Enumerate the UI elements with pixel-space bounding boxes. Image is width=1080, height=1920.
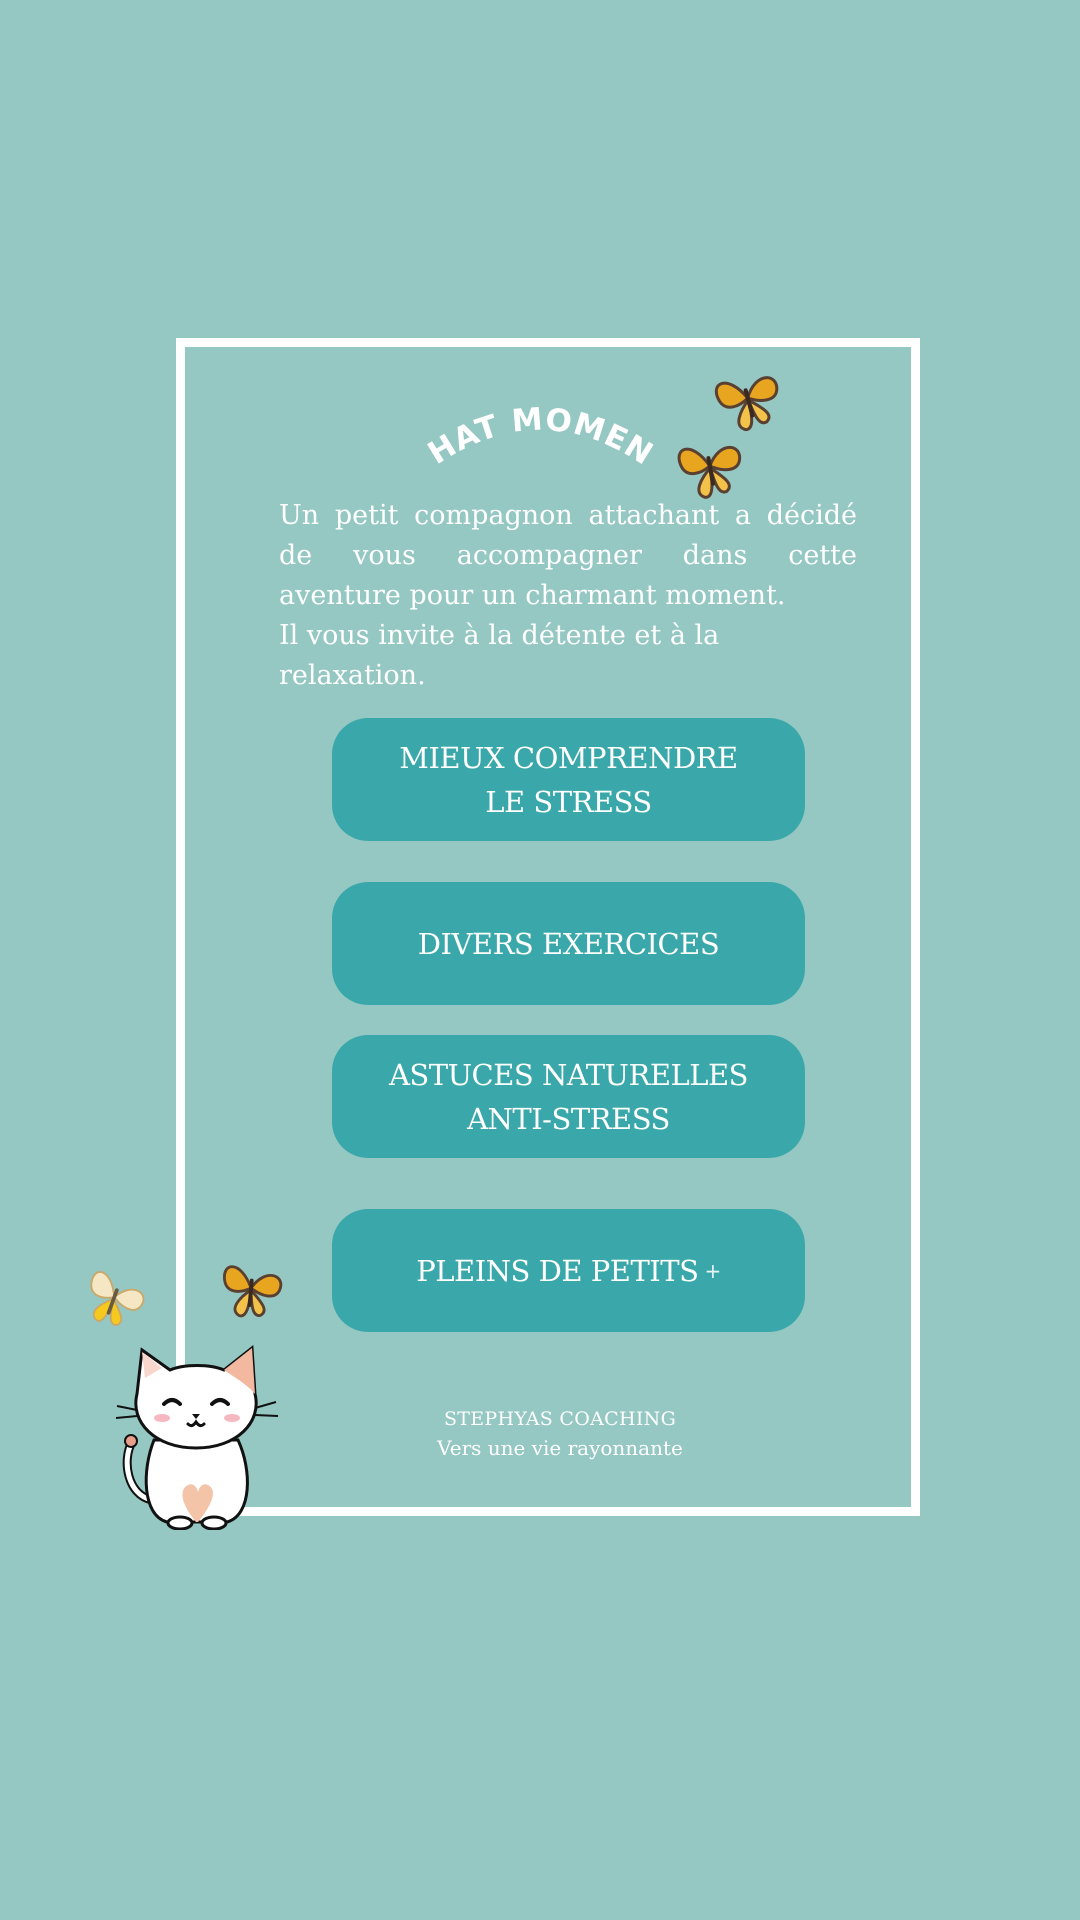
footer-brand: STEPHYAS COACHING xyxy=(443,1408,677,1430)
plus-sign: + xyxy=(704,1258,721,1283)
footer-tagline: Vers une vie rayonnante xyxy=(437,1436,683,1460)
menu-button-label: PLEINS DE PETITS xyxy=(416,1253,699,1288)
intro-text xyxy=(279,496,857,696)
menu-button-label: DIVERS EXERCICES xyxy=(417,926,720,961)
intro-paragraph: Il vous invite à la détente et à la relaxation. xyxy=(279,620,720,691)
cat-illustration xyxy=(112,1330,282,1530)
menu-button-label: MIEUX COMPRENDRE LE STRESS xyxy=(399,740,738,819)
menu-button-plus[interactable] xyxy=(332,1209,805,1332)
title-text: CHAT MOMENT xyxy=(368,332,660,473)
butterfly-icon xyxy=(76,1262,152,1334)
menu-button-stress[interactable] xyxy=(332,718,805,841)
butterfly-icon xyxy=(708,360,788,438)
menu-button-label: ASTUCES NATURELLES ANTI-STRESS xyxy=(388,1057,749,1136)
butterfly-icon xyxy=(670,428,750,506)
page-title xyxy=(368,332,700,500)
menu-button-exercices[interactable] xyxy=(332,882,805,1005)
menu-button-astuces[interactable] xyxy=(332,1035,805,1158)
intro-paragraph: Un petit compagnon attachant a décidé de vous accompagner dans cette aventure pour un charmant moment. xyxy=(279,500,857,611)
butterfly-icon xyxy=(212,1252,290,1326)
